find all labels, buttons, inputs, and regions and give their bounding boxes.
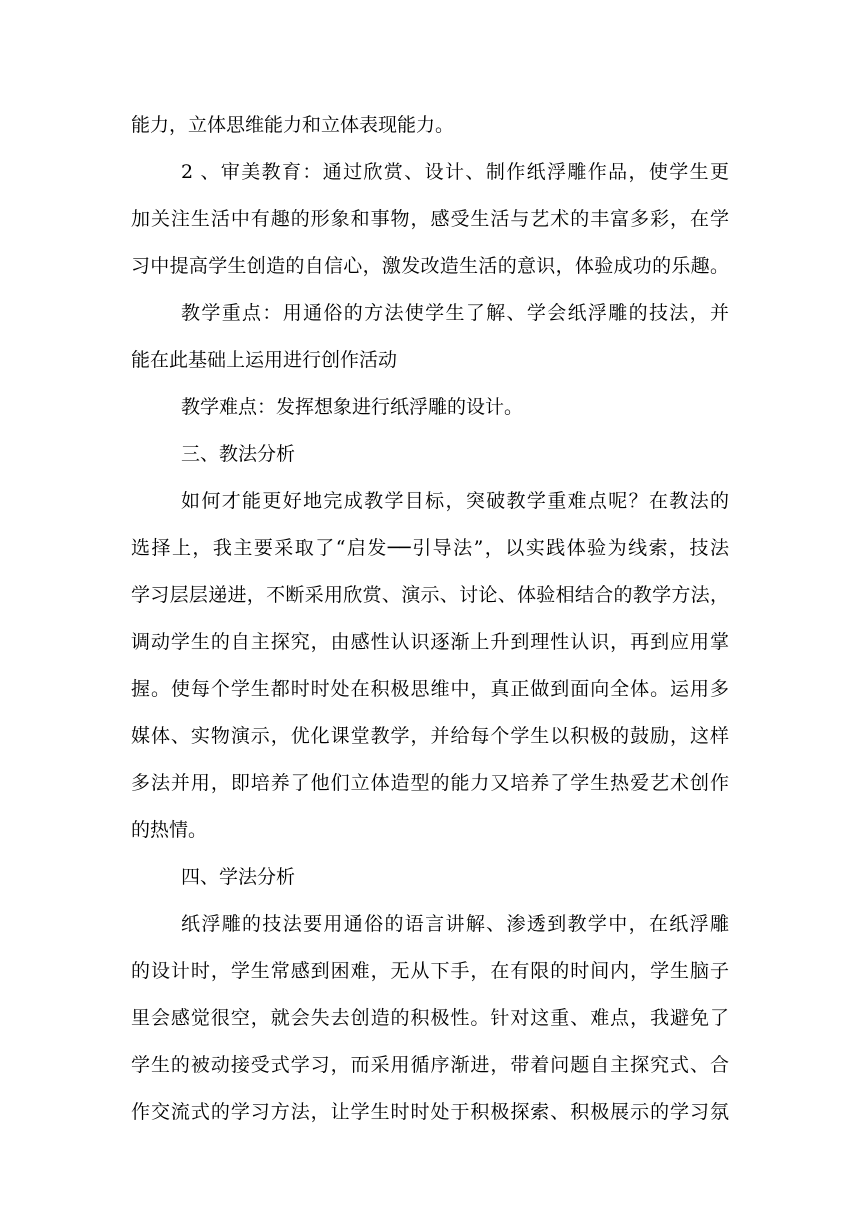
text-line: 学生的被动接受式学习，而采用循序渐进，带着问题自主探究式、合 [131, 1054, 729, 1076]
text-line: 握。使每个学生都时时处在积极思维中，真正做到面向全体。运用多 [131, 678, 729, 700]
text-line: 纸浮雕的技法要用通俗的语言讲解、渗透到教学中，在纸浮雕 [181, 913, 729, 935]
text-line: 习中提高学生创造的自信心，激发改造生活的意识，体验成功的乐趣。 [131, 255, 729, 277]
text-line: 能力，立体思维能力和立体表现能力。 [131, 114, 455, 136]
text-line: 媒体、实物演示，优化课堂教学，并给每个学生以积极的鼓励，这样 [131, 725, 729, 747]
text-line: 多法并用，即培养了他们立体造型的能力又培养了学生热爱艺术创作 [131, 772, 729, 794]
text-line: 教学难点：发挥想象进行纸浮雕的设计。 [181, 396, 524, 418]
text-line: 里会感觉很空，就会失去创造的积极性。针对这重、难点，我避免了 [131, 1007, 729, 1029]
text-line: 作交流式的学习方法，让学生时时处于积极探索、积极展示的学习氛 [131, 1101, 729, 1123]
text-line: 的设计时，学生常感到困难，无从下手，在有限的时间内，学生脑子 [131, 960, 729, 982]
text-line: 选择上，我主要采取了“启发──引导法”，以实践体验为线索，技法 [131, 537, 729, 559]
section-heading: 三、教法分析 [181, 443, 296, 465]
section-heading: 四、学法分析 [181, 866, 296, 888]
text-line: 的热情。 [131, 819, 208, 841]
text-line: 2 、审美教育：通过欣赏、设计、制作纸浮雕作品，使学生更 [181, 161, 729, 183]
text-line: 加关注生活中有趣的形象和事物，感受生活与艺术的丰富多彩，在学 [131, 208, 729, 230]
text-line: 如何才能更好地完成教学目标，突破教学重难点呢？在教法的 [181, 490, 729, 512]
text-line: 教学重点：用通俗的方法使学生了解、学会纸浮雕的技法，并 [181, 302, 729, 324]
text-line: 调动学生的自主探究，由感性认识逐渐上升到理性认识，再到应用掌 [131, 631, 729, 653]
text-line: 能在此基础上运用进行创作活动 [131, 349, 398, 371]
text-line: 学习层层递进，不断采用欣赏、演示、讨论、体验相结合的教学方法， [131, 584, 729, 606]
